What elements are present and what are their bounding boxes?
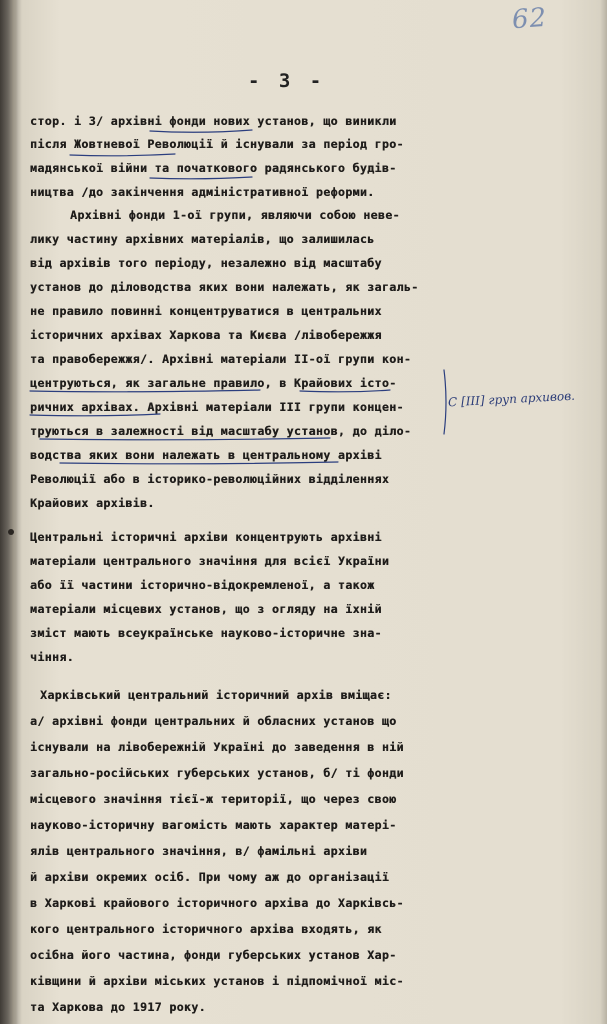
text-line: матеріали центрального значіння для всієї України [30, 554, 390, 568]
text-line: Крайових архівів. [30, 496, 155, 510]
text-line: ництва /до закінчення адміністративної реформи. [30, 185, 375, 199]
text-line: Центральні історичні архіви концентрують архівні [30, 530, 382, 544]
text-line: Харківський центральний історичний архів вміщає: [40, 688, 392, 702]
text-line: Революції або в історико-революційних відділеннях [30, 472, 390, 486]
archive-folio-number: 62 [510, 2, 549, 36]
text-line: центруються, як загальне правило, в Крайових істо- [30, 376, 397, 390]
text-line: в Харкові крайового історичного архіва до Харківсь- [30, 896, 404, 910]
text-line: місцевого значіння тієї-ж території, що через свою [30, 792, 397, 806]
text-line: мадянської війни та початкового радянського будів- [30, 161, 397, 175]
text-line: ялів центрального значіння, в/ фамільні архіви [30, 844, 368, 858]
text-line: стор. і 3/ архівні фонди нових установ, що виникли [30, 114, 397, 128]
text-line: Архівні фонди 1-ої групи, являючи собою неве- [70, 208, 400, 222]
page-number: - 3 - [248, 70, 326, 92]
handwritten-margin-note: С [III] груп архивов. [447, 388, 576, 410]
text-line: матеріали місцевих установ, що з огляду на їхній [30, 602, 382, 616]
text-line: історичних архівах Харкова та Києва /лівобережжя [30, 328, 382, 342]
text-line: та Харкова до 1917 року. [30, 1000, 206, 1014]
text-line: існували на лівобережній Україні до заведення в ній [30, 740, 404, 754]
text-line: науково-історичну вагомість мають характер матері- [30, 818, 397, 832]
text-line: не правило повинні концентруватися в центральних [30, 304, 382, 318]
text-line: кого центрального історичного архіва входять, як [30, 922, 382, 936]
text-line: осібна його частина, фонди губерських установ Хар- [30, 948, 397, 962]
text-line: після Жовтневої Революції й існували за період гро- [30, 137, 404, 151]
text-line: та правобережжя/. Архівні матеріали ІІ-ої групи кон- [30, 352, 412, 366]
text-line: лику частину архівних матеріалів, що залишилась [30, 232, 375, 246]
text-line: загально-російських губерських установ, б/ ті фонди [30, 766, 404, 780]
text-line: чіння. [30, 650, 74, 664]
text-line: зміст мають всеукраїнське науково-історичне зна- [30, 626, 382, 640]
text-line: ківщини й архіви міських установ і підпомічної міс- [30, 974, 404, 988]
text-line: або її частини історично-відокремленої, а також [30, 578, 375, 592]
text-line: ричних архівах. Архівні матеріали ІІІ групи концен- [30, 400, 404, 414]
text-line: й архіви окремих осіб. При чому аж до організації [30, 870, 390, 884]
text-line: від архівів того періоду, незалежно від масштабу [30, 256, 382, 270]
text-line: установ до діловодства яких вони належать, як загаль- [30, 280, 419, 294]
text-line: труються в залежності від масштабу установ, до діло- [30, 424, 412, 438]
text-line: водства яких вони належать в центральному архіві [30, 448, 382, 462]
margin-dot [8, 529, 14, 535]
text-line: а/ архівні фонди центральних й обласних установ що [30, 714, 397, 728]
